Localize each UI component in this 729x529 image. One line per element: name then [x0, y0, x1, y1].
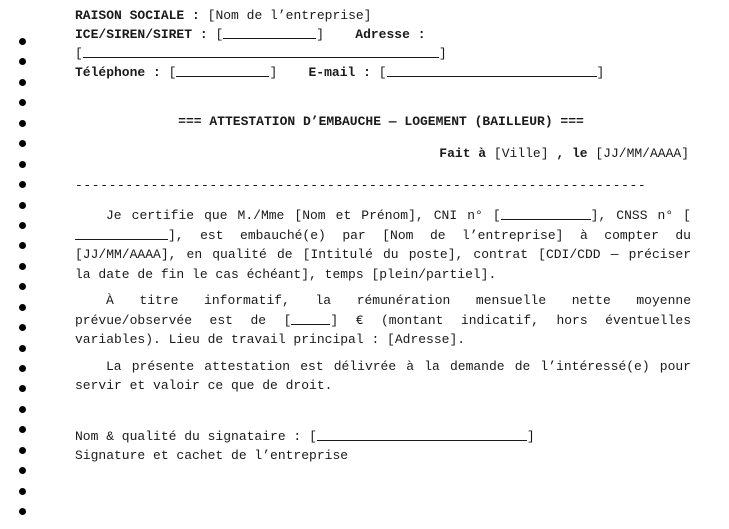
adresse-bracket-close: ] — [438, 46, 447, 61]
signature-block — [75, 427, 695, 465]
adresse-line — [75, 44, 695, 63]
ice-label: ICE/SIREN/SIRET : — [75, 27, 208, 42]
adresse-label: Adresse : — [355, 27, 426, 42]
paragraph-employment — [75, 206, 691, 284]
paragraph-closing — [75, 357, 691, 396]
salary-field[interactable] — [291, 312, 330, 325]
email-bracket-close: ] — [596, 65, 605, 80]
bullet — [19, 508, 26, 515]
cnss-field[interactable] — [75, 227, 168, 240]
bullet — [19, 324, 26, 331]
ice-field[interactable] — [223, 26, 316, 39]
bullet — [19, 99, 26, 106]
date-label: , le — [556, 146, 588, 161]
document-title: === ATTESTATION D’EMBAUCHE — LOGEMENT (BAILLEUR) === — [178, 114, 584, 129]
telephone-label: Téléphone : — [75, 65, 161, 80]
email-label: E-mail : — [308, 65, 371, 80]
bullet — [19, 79, 26, 86]
adresse-bracket-open: [ — [75, 46, 83, 61]
place-date-line — [75, 144, 689, 164]
paragraph-salary — [75, 291, 691, 350]
p2-text-a: À titre informatif, la rémunération mensuelle nette moyenne prévue/observée est de [ — [75, 293, 691, 328]
signatory-label: Nom & qualité du signataire : — [75, 428, 302, 444]
bullet — [19, 426, 26, 433]
raison-sociale-value[interactable]: [Nom de l’entreprise] — [207, 8, 372, 23]
ville-field[interactable]: [Ville] — [493, 146, 549, 161]
bullet — [19, 385, 26, 392]
bullet — [19, 283, 26, 290]
ice-bracket-close: ] — [316, 27, 325, 42]
bullet — [19, 488, 26, 495]
bullet — [19, 181, 26, 188]
bullet — [19, 447, 26, 454]
document-page — [75, 6, 695, 465]
adresse-field[interactable] — [83, 45, 439, 58]
p1-text-c: ], est embauché(e) par [Nom de l’entreprise] à compter du [JJ/MM/AAAA], en qualité de [Intitulé du poste], contrat [CDI/CDD — préciser la date de fin le cas échéant], temps [plein/partiel]. — [75, 227, 691, 282]
telephone-field[interactable] — [176, 64, 269, 77]
bullet — [19, 161, 26, 168]
p1-text-a: Je certifie que M./Mme [Nom et Prénom], CNI n° [ — [106, 208, 501, 223]
signatory-bracket-open: [ — [309, 428, 317, 444]
signatory-field[interactable] — [317, 428, 527, 441]
cni-field[interactable] — [501, 207, 591, 220]
email-bracket-open: [ — [378, 65, 387, 80]
bullet — [19, 242, 26, 249]
fait-label: Fait à — [439, 146, 487, 161]
signature-stamp-label: Signature et cachet de l’entreprise — [75, 447, 349, 463]
bullet — [19, 38, 26, 45]
p1-text-b: ], CNSS n° [ — [590, 208, 691, 223]
p2-text-b: ] € (montant indicatif, hors éventuelles variables). Lieu de travail principal : [Adresse]. — [75, 312, 691, 347]
signatory-bracket-close: ] — [526, 428, 535, 444]
bullet — [19, 345, 26, 352]
raison-sociale-line — [75, 6, 695, 25]
bullet — [19, 58, 26, 65]
bullet — [19, 140, 26, 147]
binding-holes — [19, 38, 26, 529]
bullet — [19, 365, 26, 372]
bullet — [19, 304, 26, 311]
bullet — [19, 406, 26, 413]
telephone-bracket-close: ] — [269, 65, 278, 80]
bullet — [19, 263, 26, 270]
separator-line: -------------------------------------------------------------------- — [75, 178, 647, 193]
bullet — [19, 222, 26, 229]
p3-text: La présente attestation est délivrée à la demande de l’intéressé(e) pour servir et valoir ce que de droit. — [75, 358, 691, 393]
ice-line — [75, 25, 695, 44]
raison-sociale-label: RAISON SOCIALE : — [75, 8, 200, 23]
signatory-line — [75, 427, 695, 446]
date-field[interactable]: [JJ/MM/AAAA] — [595, 146, 689, 161]
bullet — [19, 120, 26, 127]
telephone-bracket-open: [ — [168, 65, 177, 80]
contact-line — [75, 63, 695, 82]
bullet — [19, 467, 26, 474]
email-field[interactable] — [387, 64, 597, 77]
bullet — [19, 202, 26, 209]
ice-bracket-open: [ — [215, 27, 224, 42]
